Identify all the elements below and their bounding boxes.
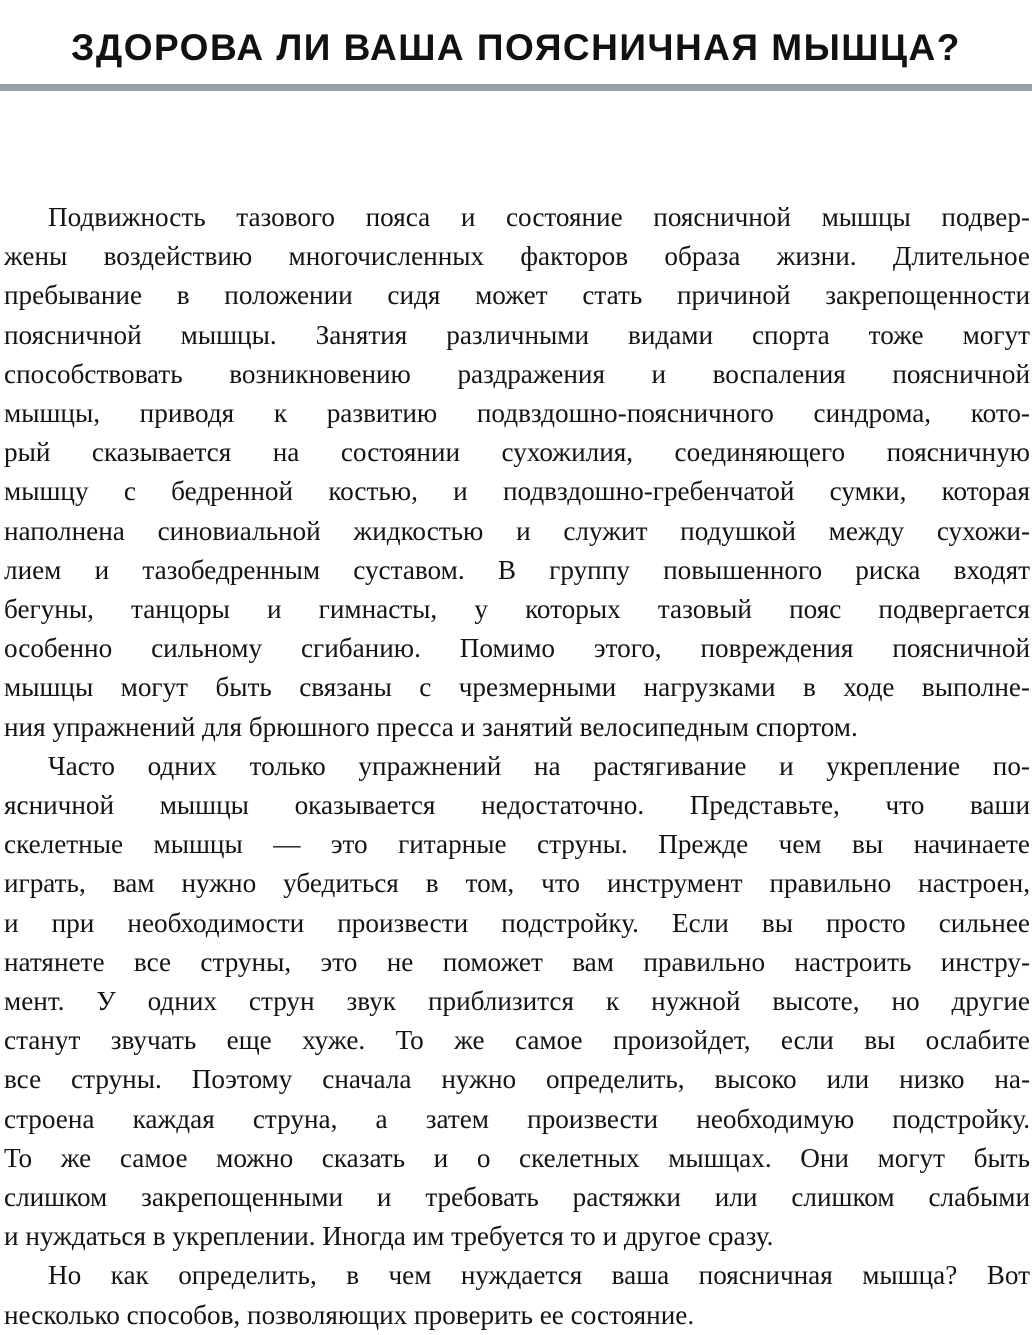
text-line: несколько способов, позволяющих проверить ее состояние. <box>4 1299 695 1330</box>
text-line: мышцу с бедренной костью, и подвздошно-гребенчатой сумки, которая <box>4 476 1030 507</box>
text-line: наполнена синовиальной жидкостью и служит подушкой между сухожи- <box>4 515 1030 546</box>
text-line: бегуны, танцоры и гимнасты, у которых тазовый пояс подвергается <box>4 594 1030 625</box>
text-line: натянете все струны, это не поможет вам правильно настроить инстру- <box>4 946 1030 977</box>
text-line: То же самое можно сказать и о скелетных мышцах. Они могут быть <box>4 1142 1030 1173</box>
text-line: пребывание в положении сидя может стать причиной закрепощенности <box>4 280 1030 311</box>
paragraph <box>4 198 1030 747</box>
text-line: жены воздействию многочисленных факторов образа жизни. Длительное <box>4 241 1030 272</box>
text-line: ясничной мышцы оказывается недостаточно. Представьте, что ваши <box>4 790 1030 821</box>
text-line: скелетные мышцы — это гитарные струны. Прежде чем вы начинаете <box>4 829 1030 860</box>
paragraph <box>4 1256 1030 1334</box>
text-line: рый сказывается на состоянии сухожилия, соединяющего поясничную <box>4 437 1030 468</box>
page-title: ЗДОРОВА ЛИ ВАША ПОЯСНИЧНАЯ МЫШЦА? <box>71 27 961 68</box>
text-line: Но как определить, в чем нуждается ваша поясничная мышца? Вот <box>48 1260 1030 1291</box>
title-divider <box>0 84 1032 91</box>
page-header <box>0 0 1032 96</box>
text-line: строена каждая струна, а затем произвести необходимую подстройку. <box>4 1103 1030 1134</box>
text-line: особенно сильному сгибанию. Помимо этого, повреждения поясничной <box>4 633 1030 664</box>
article-body <box>4 198 1030 1335</box>
text-line: мышцы, приводя к развитию подвздошно-поясничного синдрома, кото- <box>4 398 1030 429</box>
text-line: слишком закрепощенными и требовать растяжки или слишком слабыми <box>4 1182 1030 1213</box>
text-line: ния упражнений для брюшного пресса и занятий велосипедным спортом. <box>4 711 858 742</box>
text-line: способствовать возникновению раздражения и воспаления поясничной <box>4 358 1030 389</box>
text-line: и нуждаться в укреплении. Иногда им требуется то и другое сразу. <box>4 1221 774 1252</box>
text-line: лием и тазобедренным суставом. В группу повышенного риска входят <box>4 554 1030 585</box>
text-line: поясничной мышцы. Занятия различными видами спорта тоже могут <box>4 319 1030 350</box>
text-line: станут звучать еще хуже. То же самое произойдет, если вы ослабите <box>4 1025 1030 1056</box>
text-line: играть, вам нужно убедиться в том, что инструмент правильно настроен, <box>4 868 1030 899</box>
text-line: и при необходимости произвести подстройку. Если вы просто сильнее <box>4 907 1030 938</box>
paragraph <box>4 747 1030 1257</box>
text-line: мышцы могут быть связаны с чрезмерными нагрузками в ходе выполне- <box>4 672 1030 703</box>
text-line: Часто одних только упражнений на растягивание и укрепление по- <box>48 750 1030 781</box>
text-line: все струны. Поэтому сначала нужно определить, высоко или низко на- <box>4 1064 1030 1095</box>
text-line: Подвижность тазового пояса и состояние поясничной мышцы подвер- <box>48 202 1030 232</box>
text-line: мент. У одних струн звук приблизится к нужной высоте, но другие <box>4 986 1030 1017</box>
